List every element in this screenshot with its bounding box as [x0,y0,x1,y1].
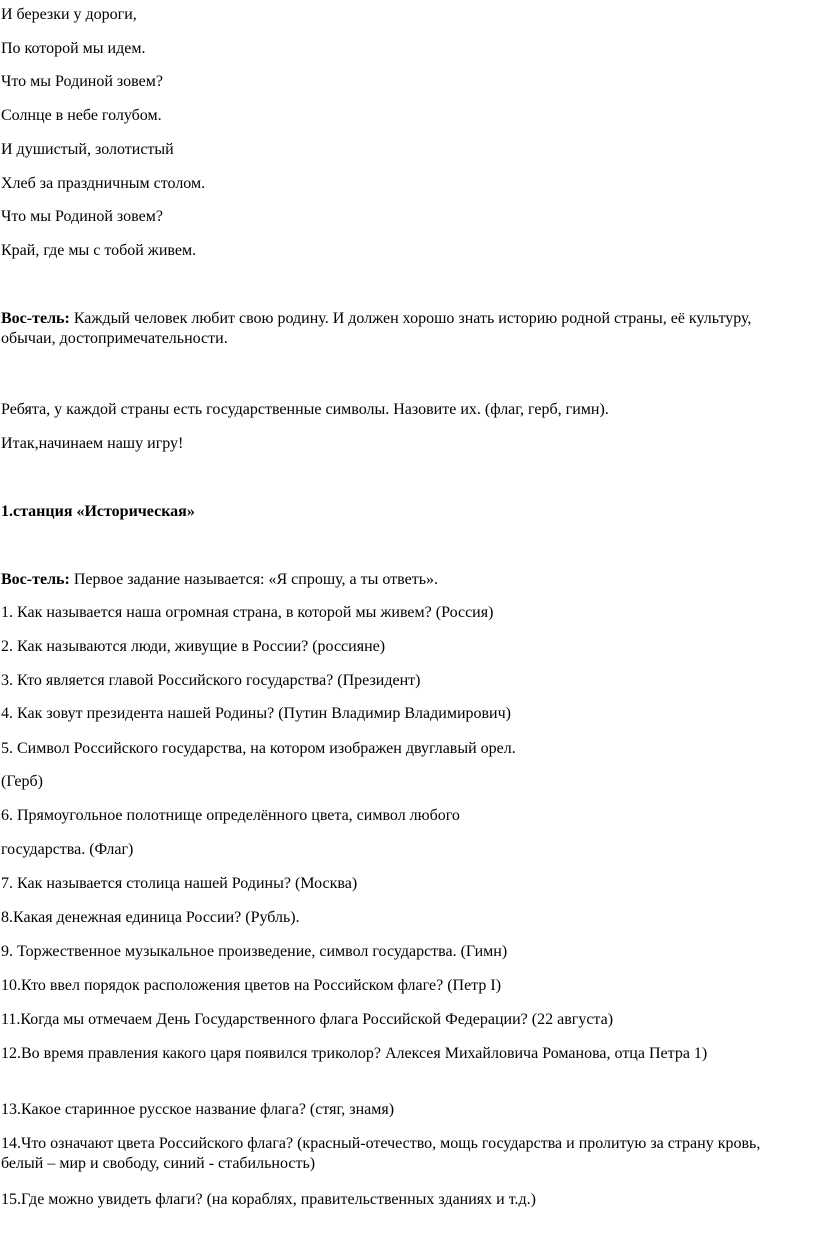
start-line: Итак,начинаем нашу игру! [1,435,184,452]
question-line: государства. (Флаг) [1,841,134,858]
question-line: 12.Во время правления какого царя появился триколор? Алексея Михайловича Романова, отца Петра 1) [1,1045,708,1062]
question-line: 1. Как называется наша огромная страна, в которой мы живем? (Россия) [1,604,494,621]
intro-paragraph [1,309,806,349]
question-line: 15.Где можно увидеть флаги? (на кораблях, правительственных зданиях и т.д.) [1,1191,536,1208]
question-line: 10.Кто ввел порядок расположения цветов на Российском флаге? (Петр I) [1,977,502,994]
question-line: 5. Символ Российского государства, на котором изображен двуглавый орел. [1,740,516,757]
question-line: 14.Что означают цвета Российского флага? (красный-отечество, мощь государства и пролитую за страну кровь, белый – мир и свободу, синий - стабильность) [1,1135,761,1172]
question-line: 4. Как зовут президента нашей Родины? (Путин Владимир Владимирович) [1,705,511,722]
poem-line: Солнце в небе голубом. [1,107,162,124]
speaker-label: Вос-тель: [1,310,70,327]
question-line: 13.Какое старинное русское название флага? (стяг, знамя) [1,1101,395,1118]
poem-line: По которой мы идем. [1,40,146,57]
question-line: 11.Когда мы отмечаем День Государственного флага Российской Федерации? (22 августа) [1,1011,614,1028]
speaker-label: Вос-тель: [1,571,70,588]
intro-text: Каждый человек любит свою родину. И должен хорошо знать историю родной страны, её культуру, обычаи, достопримечательности. [1,310,752,347]
poem-line: И березки у дороги, [1,6,137,23]
task-text: Первое задание называется: «Я спрошу, а ты ответь». [69,571,439,588]
question-line: 7. Как называется столица нашей Родины? (Москва) [1,875,358,892]
poem-line: Край, где мы с тобой живем. [1,242,197,259]
poem-line: Что мы Родиной зовем? [1,73,163,90]
station-title: 1.станция «Историческая» [1,503,195,520]
question-line: 9. Торжественное музыкальное произведение, символ государства. (Гимн) [1,943,508,960]
symbols-line: Ребята, у каждой страны есть государственные символы. Назовите их. (флаг, герб, гимн). [1,401,609,418]
poem-line: Что мы Родиной зовем? [1,208,163,225]
task-paragraph [1,570,806,590]
question-line: (Герб) [1,773,43,790]
poem-line: И душистый, золотистый [1,141,174,158]
question-line: 6. Прямоугольное полотнище определённого цвета, символ любого [1,807,460,824]
poem-line: Хлеб за праздничным столом. [1,175,206,192]
question-line: 8.Какая денежная единица России? (Рубль). [1,909,300,926]
question-line: 2. Как называются люди, живущие в России? (россияне) [1,638,386,655]
question-line: 3. Кто является главой Российского государства? (Президент) [1,672,421,689]
